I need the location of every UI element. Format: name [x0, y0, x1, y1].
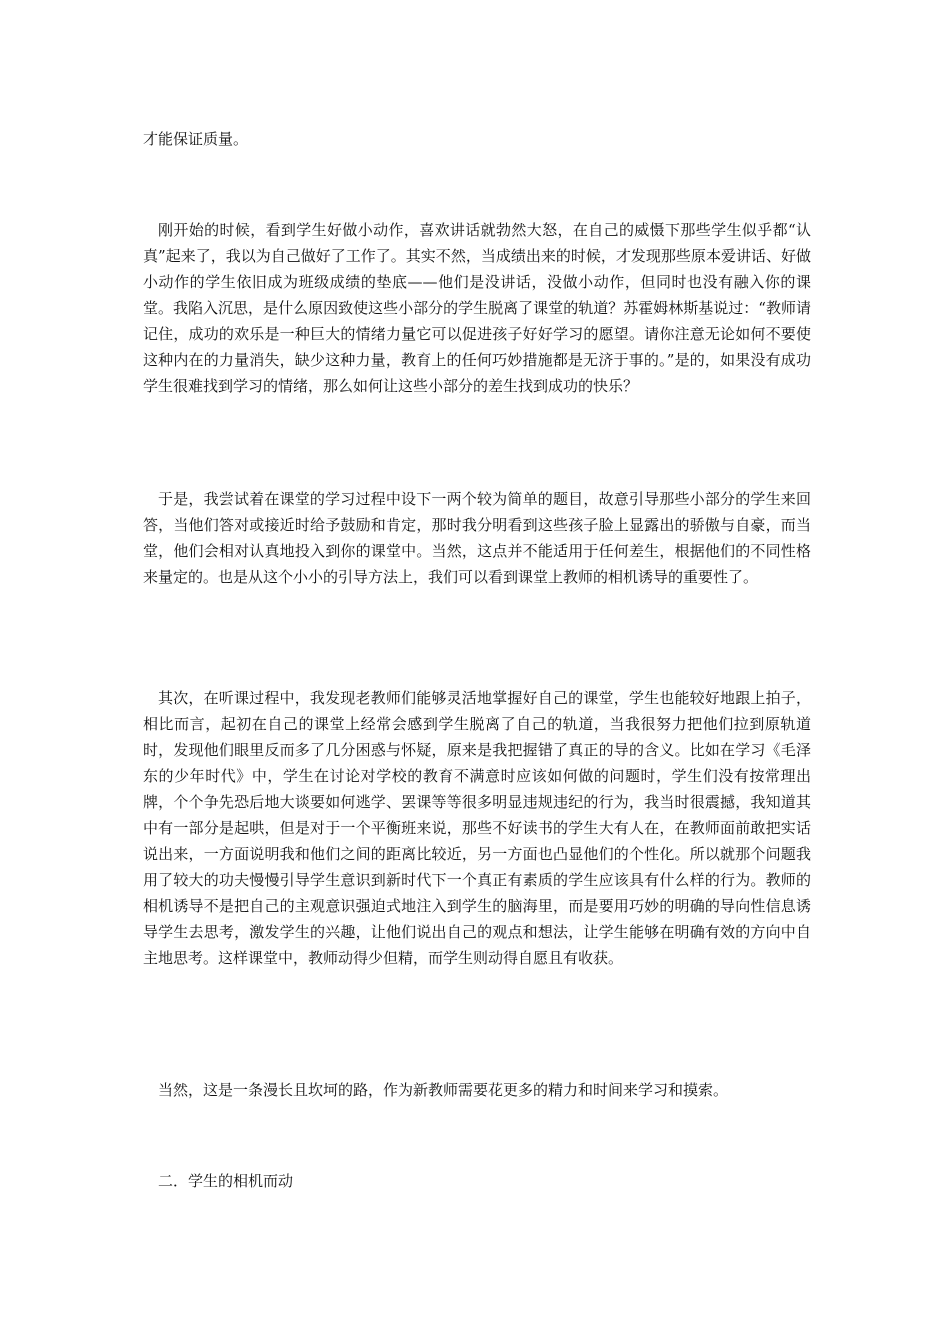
paragraph-simple-questions: 于是，我尝试着在课堂的学习过程中设下一两个较为简单的题目，故意引导那些小部分的学生来回答，当他们答对或接近时给予鼓励和肯定，那时我分明看到这些孩子脸上显露出的骄傲与自豪，而当堂，他们会相对认真地投入到你的课堂中。当然，这点并不能适用于任何差生，根据他们的不同性格来量定的。也是从这个小小的引导方法上，我们可以看到课堂上教师的相机诱导的重要性了。: [143, 490, 811, 586]
paragraph-guidance-example: 其次，在听课过程中，我发现老教师们能够灵活地掌握好自己的课堂，学生也能较好地跟上拍子，相比而言，起初在自己的课堂上经常会感到学生脱离了自己的轨道，当我很努力把他们拉到原轨道时，发现他们眼里反而多了几分困惑与怀疑，原来是我把握错了真正的导的含义。比如在学习《毛泽东的少年时代》中，学生在讨论对学校的教育不满意时应该如何做的问题时，学生们没有按常理出牌，个个争先恐后地大谈要如何逃学、罢课等等很多明显违规违纪的行为，我当时很震撼，我知道其中有一部分是起哄，但是对于一个平衡班来说，那些不好读书的学生大有人在，在教师面前敢把实话说出来，一方面说明我和他们之间的距离比较近，另一方面也凸显他们的个性化。所以就那个问题我用了较大的功夫慢慢引导学生意识到新时代下一个真正有素质的学生应该具有什么样的行为。教师的相机诱导不是把自己的主观意识强迫式地注入到学生的脑海里，而是要用巧妙的明确的导向性信息诱导学生去思考，激发学生的兴趣，让他们说出自己的观点和想法，让学生能够在明确有效的方向中自主地思考。这样课堂中，教师动得少但精，而学生则动得自愿且有收获。: [143, 689, 811, 967]
paragraph-quality-ending: 才能保证质量。: [143, 130, 249, 148]
paragraph-classroom-discipline: 刚开始的时候，看到学生好做小动作，喜欢讲话就勃然大怒，在自己的威慑下那些学生似乎都“认真”起来了，我以为自己做好了工作了。其实不然，当成绩出来的时候，才发现那些原本爱讲话、好做小动作的学生依旧成为班级成绩的垫底——他们是没讲话，没做小动作，但同时也没有融入你的课堂。我陷入沉思，是什么原因致使这些小部分的学生脱离了课堂的轨道？苏霍姆林斯基说过：“教师请记住，成功的欢乐是一种巨大的情绪力量它可以促进孩子好好学习的愿望。请你注意无论如何不要使这种内在的力量消失，缺少这种力量，教育上的任何巧妙措施都是无济于事的。”是的，如果没有成功学生很难找到学习的情绪，那么如何让这些小部分的差生找到成功的快乐？: [143, 221, 811, 395]
section-heading: 二．学生的相机而动: [158, 1172, 294, 1190]
paragraph-long-road: 当然，这是一条漫长且坎坷的路，作为新教师需要花更多的精力和时间来学习和摸索。: [158, 1081, 729, 1099]
